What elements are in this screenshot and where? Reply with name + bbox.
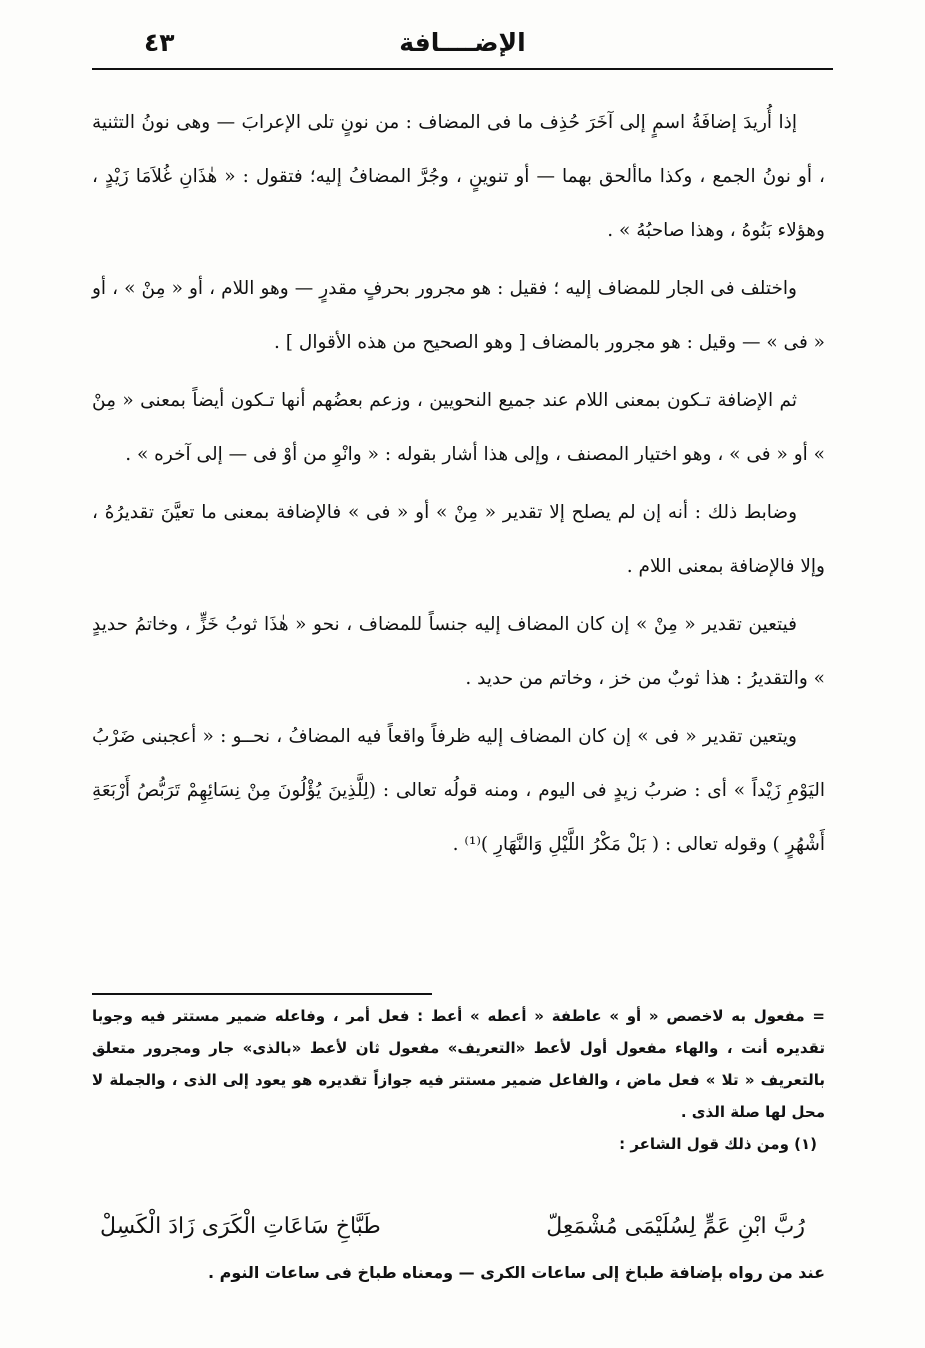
paragraph-1: إذا أُريدَ إضافَةُ اسمٍ إلى آخَرَ حُذِف ما فى المضاف : من نونٍ تلى الإعرابَ — وهى نونُ التثنية ، أو نونُ الجمع ، وكذا ماألحق بهما — أو تنوينٍ ، وجُرَّ المضافُ إليه؛ فتقول : « هٰذَانِ غُلاَمَا زَيْدٍ ، وهؤلاء بَنُوهُ ، وهذا صاحبُهُ » . bbox=[92, 112, 825, 241]
verse-second-hemistich: طَبَّاخِ سَاعَاتِ الْكَرَى زَادَ الْكَسِلْ bbox=[100, 1214, 381, 1239]
page-header bbox=[92, 24, 833, 70]
footnote-divider bbox=[92, 993, 432, 995]
page-number: ٤٣ bbox=[144, 28, 175, 57]
main-text bbox=[92, 96, 825, 872]
paragraph-4: وضابط ذلك : أنه إن لم يصلح إلا تقدير « مِنْ » أو « فى » فالإضافة بمعنى ما تعيَّنَ تقديرُهُ ، وإلا فالإضافة بمعنى اللام . bbox=[92, 502, 825, 577]
footnotes bbox=[92, 1000, 825, 1160]
paragraph-6: ويتعين تقدير « فى » إن كان المضاف إليه ظرفاً واقعاً فيه المضافُ ، نحــو : « أعجبنى ضَرْبُ اليَوْمِ زَيْداً » أى : ضربُ زيدٍ فى اليوم ، ومنه قولُه تعالى : (لِلَّذِينَ يُؤْلُونَ مِنْ نِسَائِهِمْ تَرَبُّصُ أَرْبَعَةِ أَشْهُرٍ ) وقوله تعالى : ( بَلْ مَكْرُ اللَّيْلِ وَالنَّهَارِ )⁽¹⁾ . bbox=[92, 726, 825, 855]
footnote-1-explanation: عند من رواه بإضافة طباخ إلى ساعات الكرى — ومعناه طباخ فى ساعات النوم . bbox=[207, 1263, 825, 1282]
footnote-1-intro: (١) ومن ذلك قول الشاعر : bbox=[619, 1135, 817, 1153]
paragraph-5: فيتعين تقدير « مِنْ » إن كان المضاف إليه جنساً للمضاف ، نحو « هٰذَا ثوبُ خَزٍّ ، وخاتمُ حديدٍ » والتقديرُ : هذا ثوبٌ من خز ، وخاتم من حديد . bbox=[92, 614, 825, 689]
paragraph-3: ثم الإضافة تـكون بمعنى اللام عند جميع النحويين ، وزعم بعضُهم أنها تـكون أيضاً بمعنى « مِنْ » أو « فى » ، وهو اختيار المصنف ، وإلى هذا أشار بقوله : « وانْوِ من أوْ فى — إلى آخره » . bbox=[92, 390, 825, 465]
running-title: الإضــــافة bbox=[399, 28, 526, 57]
footnote-continuation: = مفعول به لاخصص « أو » عاطفة « أعطه » أعط : فعل أمر ، وفاعله ضمير مستتر فيه وجوبا تقديره أنت ، والهاء مفعول أول لأعط «التعريف» مفعول ثان لأعط «بالذى» جار ومجرور متعلق بالتعريف « تلا » فعل ماض ، والفاعل ضمير مستتر فيه جوازاً تقديره هو يعود إلى الذى ، والجملة لا محل لها صلة الذى . bbox=[92, 1007, 825, 1121]
paragraph-2: واختلف فى الجار للمضاف إليه ؛ فقيل : هو مجرور بحرفٍ مقدرٍ — وهو اللام ، أو « مِنْ » ، أو « فى » — وقيل : هو مجرور بالمضاف [ وهو الصحيح من هذه الأقوال ] . bbox=[92, 278, 825, 353]
verse-first-hemistich: رُبَّ ابْنِ عَمٍّ لِسُلَيْمَى مُشْمَعِلّ bbox=[546, 1214, 805, 1239]
poetry-verse bbox=[100, 1202, 805, 1252]
